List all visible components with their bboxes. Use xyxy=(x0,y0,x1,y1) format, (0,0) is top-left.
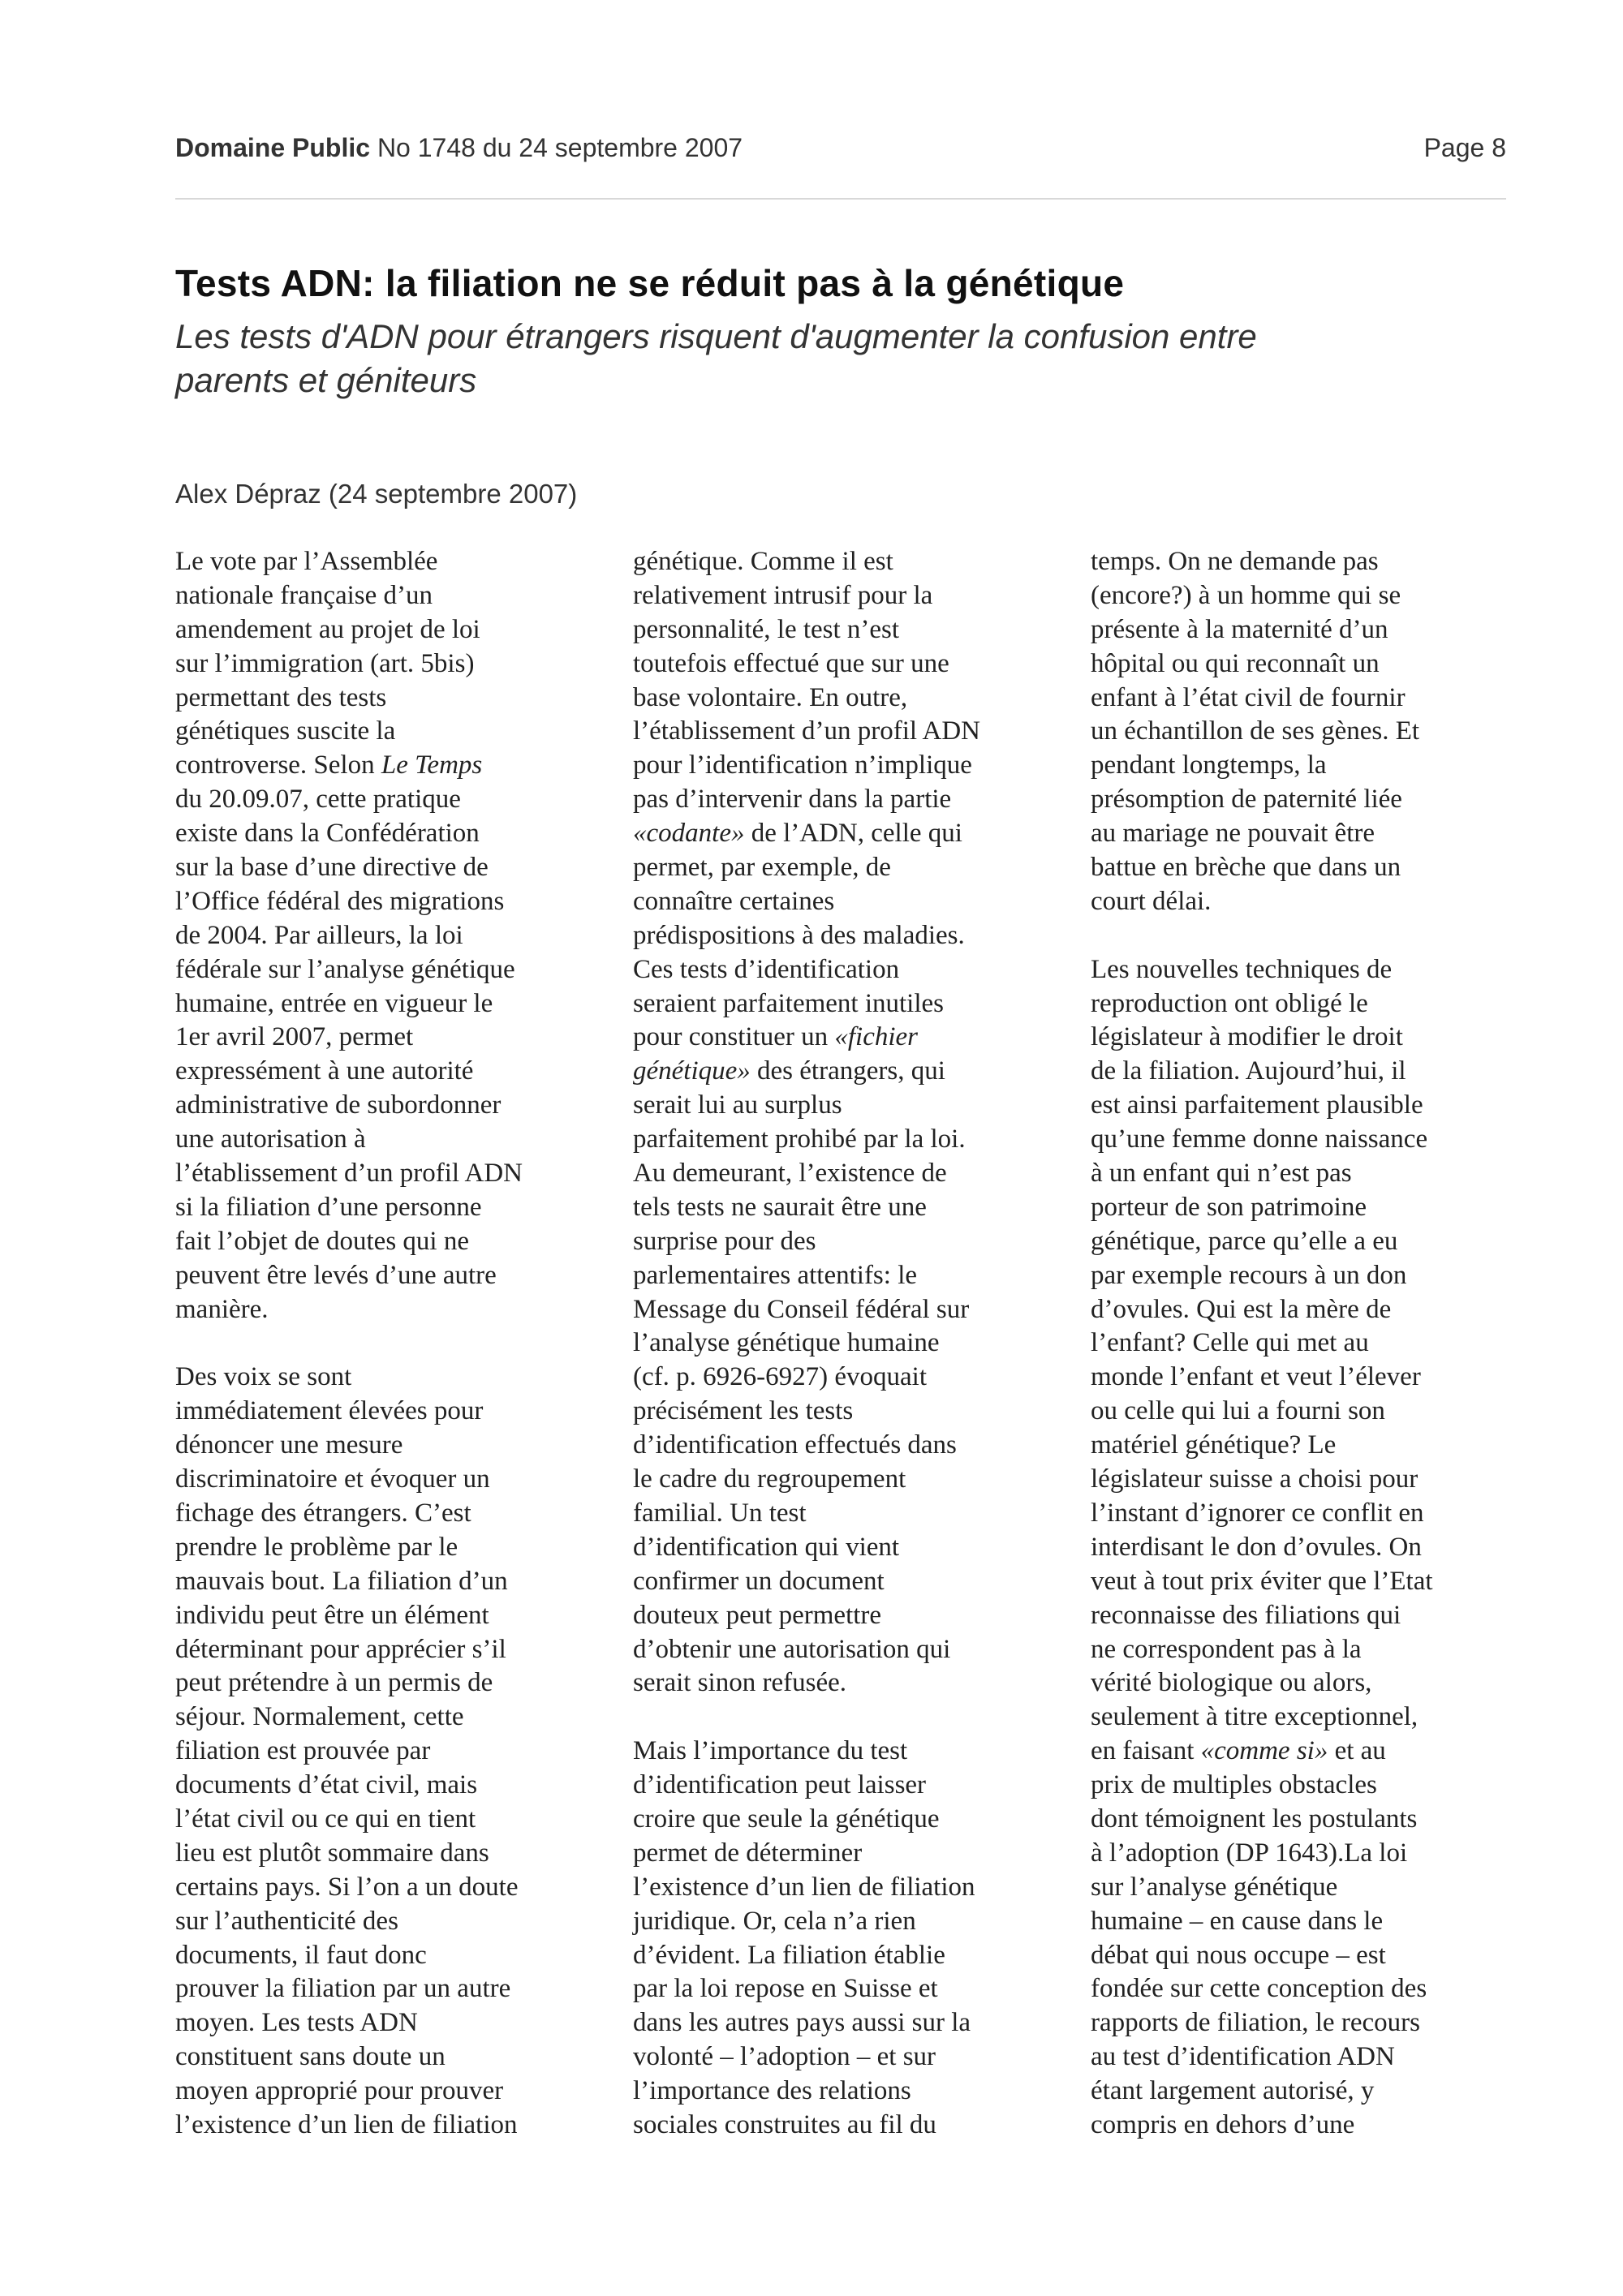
text-line: au test d’identification ADN xyxy=(1091,2042,1395,2072)
text-line: le cadre du regroupement xyxy=(633,1464,906,1494)
text-line: seulement à titre exceptionnel, xyxy=(1091,1702,1419,1732)
page-header xyxy=(175,133,1506,163)
text-line: l’état civil ou ce qui en tient xyxy=(175,1804,476,1834)
text-line: compris en dehors d’une xyxy=(1091,2109,1355,2139)
text-line: génétique, parce qu’elle a eu xyxy=(1091,1226,1398,1256)
text-line: expressément à une autorité xyxy=(175,1056,474,1086)
text-line: dont témoignent les postulants xyxy=(1091,1804,1418,1834)
paragraph-gap xyxy=(633,1701,1055,1735)
text-line: étant largement autorisé, y xyxy=(1091,2076,1375,2106)
text-line: moyen approprié pour prouver xyxy=(175,2076,504,2106)
text-line: par exemple recours à un don xyxy=(1091,1260,1407,1290)
text-line: personnalité, le test n’est xyxy=(633,614,900,644)
text-line: sociales construites au fil du xyxy=(633,2109,936,2139)
text-line: peuvent être levés d’une autre xyxy=(175,1260,497,1290)
text-column-3 xyxy=(1091,545,1513,2143)
text-fragment: de l’ADN, celle qui xyxy=(744,819,962,849)
text-line: dans les autres pays aussi sur la xyxy=(633,2008,971,2038)
text-line: volonté – l’adoption – et sur xyxy=(633,2042,936,2072)
header-divider xyxy=(175,198,1506,200)
text-fragment: controverse. Selon xyxy=(175,750,381,780)
text-line: humaine – en cause dans le xyxy=(1091,1906,1384,1936)
text-line: prédispositions à des maladies. xyxy=(633,920,965,950)
text-line: d’identification peut laisser xyxy=(633,1770,927,1800)
text-line: permet, par exemple, de xyxy=(633,853,891,883)
text-line: Le vote par l’Assemblée xyxy=(175,547,438,576)
paragraph-gap xyxy=(1091,919,1513,953)
text-line: Au demeurant, l’existence de xyxy=(633,1159,947,1189)
text-line: l’établissement d’un profil ADN xyxy=(633,716,981,746)
text-line: lieu est plutôt sommaire dans xyxy=(175,1838,489,1868)
text-line: d’obtenir une autorisation qui xyxy=(633,1634,951,1664)
text-line: vérité biologique ou alors, xyxy=(1091,1668,1372,1698)
text-line: veut à tout prix éviter que l’Etat xyxy=(1091,1566,1433,1596)
paragraph-gap xyxy=(175,1326,597,1361)
text-line: interdisant le don d’ovules. On xyxy=(1091,1532,1422,1562)
text-line: ou celle qui lui a fourni son xyxy=(1091,1396,1385,1426)
text-line: au mariage ne pouvait être xyxy=(1091,819,1375,849)
newspaper-title: Le Temps xyxy=(381,750,483,780)
text-line: (encore?) à un homme qui se xyxy=(1091,580,1401,610)
text-line: pas d’intervenir dans la partie xyxy=(633,785,952,815)
text-line: battue en brèche que dans un xyxy=(1091,853,1401,883)
article-title: Tests ADN: la filiation ne se réduit pas à la génétique xyxy=(175,262,1125,304)
text-line xyxy=(633,1021,1055,1055)
text-line: juridique. Or, cela n’a rien xyxy=(633,1906,916,1936)
text-line: humaine, entrée en vigueur le xyxy=(175,988,493,1018)
text-line: pendant longtemps, la xyxy=(1091,750,1327,780)
text-line: d’évident. La filiation établie xyxy=(633,1940,945,1970)
text-line: du 20.09.07, cette pratique xyxy=(175,785,461,815)
text-line: un échantillon de ses gènes. Et xyxy=(1091,716,1420,746)
text-line: déterminant pour apprécier s’il xyxy=(175,1634,506,1664)
text-line: surprise pour des xyxy=(633,1226,816,1256)
text-line: prouver la filiation par un autre xyxy=(175,1974,511,2004)
text-line: l’importance des relations xyxy=(633,2076,911,2106)
text-line: immédiatement élevées pour xyxy=(175,1396,484,1426)
text-line: mauvais bout. La filiation d’un xyxy=(175,1566,508,1596)
text-line: d’identification qui vient xyxy=(633,1532,900,1562)
issue-info: No 1748 du 24 septembre 2007 xyxy=(377,133,743,162)
publication-name: Domaine Public xyxy=(175,133,371,162)
text-line: de 2004. Par ailleurs, la loi xyxy=(175,920,463,950)
text-line: d’ovules. Qui est la mère de xyxy=(1091,1294,1392,1324)
term-codante: «codante» xyxy=(633,819,745,849)
text-line: individu peut être un élément xyxy=(175,1600,489,1630)
text-line: matériel génétique? Le xyxy=(1091,1430,1337,1460)
text-line: seraient parfaitement inutiles xyxy=(633,988,945,1018)
text-line: 1er avril 2007, permet xyxy=(175,1022,414,1052)
text-line: de la filiation. Aujourd’hui, il xyxy=(1091,1056,1406,1086)
text-line: reconnaisse des filiations qui xyxy=(1091,1600,1401,1630)
text-line: fédérale sur l’analyse génétique xyxy=(175,954,515,984)
text-line: serait lui au surplus xyxy=(633,1090,842,1120)
text-line: prix de multiples obstacles xyxy=(1091,1770,1377,1800)
text-line: Message du Conseil fédéral sur xyxy=(633,1294,970,1324)
text-line: fait l’objet de doutes qui ne xyxy=(175,1226,469,1256)
text-line: législateur suisse a choisi pour xyxy=(1091,1464,1419,1494)
text-line: l’enfant? Celle qui met au xyxy=(1091,1328,1369,1358)
text-line: monde l’enfant et veut l’élever xyxy=(1091,1362,1421,1392)
text-line: séjour. Normalement, cette xyxy=(175,1702,464,1732)
term-fichier: «fichier xyxy=(834,1022,919,1052)
text-line: moyen. Les tests ADN xyxy=(175,2008,418,2038)
text-line: permet de déterminer xyxy=(633,1838,863,1868)
text-column-2 xyxy=(633,545,1055,2143)
text-line: court délai. xyxy=(1091,886,1212,916)
text-line: Les nouvelles techniques de xyxy=(1091,954,1393,984)
text-line: dénoncer une mesure xyxy=(175,1430,403,1460)
text-line: l’instant d’ignorer ce conflit en xyxy=(1091,1498,1424,1528)
text-line: existe dans la Confédération xyxy=(175,819,480,849)
text-line: tels tests ne saurait être une xyxy=(633,1192,927,1222)
text-line: fondée sur cette conception des xyxy=(1091,1974,1427,2004)
term-genetique: génétique» xyxy=(633,1056,751,1086)
text-line: reproduction ont obligé le xyxy=(1091,988,1368,1018)
text-column-1 xyxy=(175,545,597,2143)
article-byline: Alex Dépraz (24 septembre 2007) xyxy=(175,479,578,509)
text-line: d’identification effectués dans xyxy=(633,1430,957,1460)
page-number: Page 8 xyxy=(1423,133,1506,162)
text-line: constituent sans doute un xyxy=(175,2042,446,2072)
text-line: génétiques suscite la xyxy=(175,716,396,746)
text-fragment: des étrangers, qui xyxy=(750,1056,945,1086)
text-line: rapports de filiation, le recours xyxy=(1091,2008,1420,2038)
text-line xyxy=(633,1055,1055,1089)
text-line: débat qui nous occupe – est xyxy=(1091,1940,1386,1970)
text-line: sur l’analyse génétique xyxy=(1091,1872,1338,1902)
text-line xyxy=(633,817,1055,851)
text-line: parfaitement prohibé par la loi. xyxy=(633,1124,966,1154)
text-line: sur l’authenticité des xyxy=(175,1906,398,1936)
text-line: porteur de son patrimoine xyxy=(1091,1192,1367,1222)
text-line: confirmer un document xyxy=(633,1566,885,1596)
text-line: qu’une femme donne naissance xyxy=(1091,1124,1428,1154)
text-line: certains pays. Si l’on a un doute xyxy=(175,1872,519,1902)
term-comme-si: «comme si» xyxy=(1200,1736,1328,1766)
text-line: fichage des étrangers. C’est xyxy=(175,1498,471,1528)
text-line: l’établissement d’un profil ADN xyxy=(175,1159,523,1189)
text-line: enfant à l’état civil de fournir xyxy=(1091,682,1406,712)
text-line: filiation est prouvée par xyxy=(175,1736,431,1766)
article-subtitle: Les tests d'ADN pour étrangers risquent d'augmenter la confusion entre parents et géniteurs xyxy=(175,317,1257,399)
text-line: familial. Un test xyxy=(633,1498,807,1528)
text-line: connaître certaines xyxy=(633,886,835,916)
text-line: toutefois effectué que sur une xyxy=(633,648,949,678)
text-line: Mais l’importance du test xyxy=(633,1736,908,1766)
text-line: législateur à modifier le droit xyxy=(1091,1022,1403,1052)
text-line: Des voix se sont xyxy=(175,1362,352,1392)
text-fragment: et au xyxy=(1328,1736,1386,1766)
text-line: (cf. p. 6926-6927) évoquait xyxy=(633,1362,927,1392)
text-line: relativement intrusif pour la xyxy=(633,580,933,610)
text-line: présomption de paternité liée xyxy=(1091,785,1402,815)
text-line: base volontaire. En outre, xyxy=(633,682,908,712)
text-line: à un enfant qui n’est pas xyxy=(1091,1159,1352,1189)
text-line: l’existence d’un lien de filiation xyxy=(175,2109,518,2139)
text-line: douteux peut permettre xyxy=(633,1600,882,1630)
text-line: est ainsi parfaitement plausible xyxy=(1091,1090,1423,1120)
text-line: administrative de subordonner xyxy=(175,1090,502,1120)
text-line: sur l’immigration (art. 5bis) xyxy=(175,648,475,678)
text-line: hôpital ou qui reconnaît un xyxy=(1091,648,1380,678)
text-line: serait sinon refusée. xyxy=(633,1668,846,1698)
text-line: sur la base d’une directive de xyxy=(175,853,489,883)
text-line: nationale française d’un xyxy=(175,580,433,610)
text-line: par la loi repose en Suisse et xyxy=(633,1974,938,2004)
text-fragment: pour constituer un xyxy=(633,1022,835,1052)
text-line xyxy=(175,749,597,783)
text-line: documents, il faut donc xyxy=(175,1940,427,1970)
text-line: à l’adoption (DP 1643).La loi xyxy=(1091,1838,1408,1868)
text-line: permettant des tests xyxy=(175,682,387,712)
text-line xyxy=(1091,1735,1513,1769)
text-line: temps. On ne demande pas xyxy=(1091,547,1379,576)
text-line: pour l’identification n’implique xyxy=(633,750,972,780)
text-line: l’existence d’un lien de filiation xyxy=(633,1872,975,1902)
text-line: amendement au projet de loi xyxy=(175,614,480,644)
text-line: si la filiation d’une personne xyxy=(175,1192,482,1222)
text-line: une autorisation à xyxy=(175,1124,366,1154)
text-line: présente à la maternité d’un xyxy=(1091,614,1388,644)
text-line: documents d’état civil, mais xyxy=(175,1770,478,1800)
text-line: parlementaires attentifs: le xyxy=(633,1260,918,1290)
text-line: l’Office fédéral des migrations xyxy=(175,886,505,916)
text-line: ne correspondent pas à la xyxy=(1091,1634,1362,1664)
text-line: précisément les tests xyxy=(633,1396,854,1426)
text-line: prendre le problème par le xyxy=(175,1532,458,1562)
text-fragment: en faisant xyxy=(1091,1736,1201,1766)
text-line: Ces tests d’identification xyxy=(633,954,900,984)
text-line: l’analyse génétique humaine xyxy=(633,1328,940,1358)
text-line: génétique. Comme il est xyxy=(633,547,893,576)
text-line: discriminatoire et évoquer un xyxy=(175,1464,490,1494)
text-line: manière. xyxy=(175,1294,269,1324)
text-line: croire que seule la génétique xyxy=(633,1804,940,1834)
text-line: peut prétendre à un permis de xyxy=(175,1668,493,1698)
